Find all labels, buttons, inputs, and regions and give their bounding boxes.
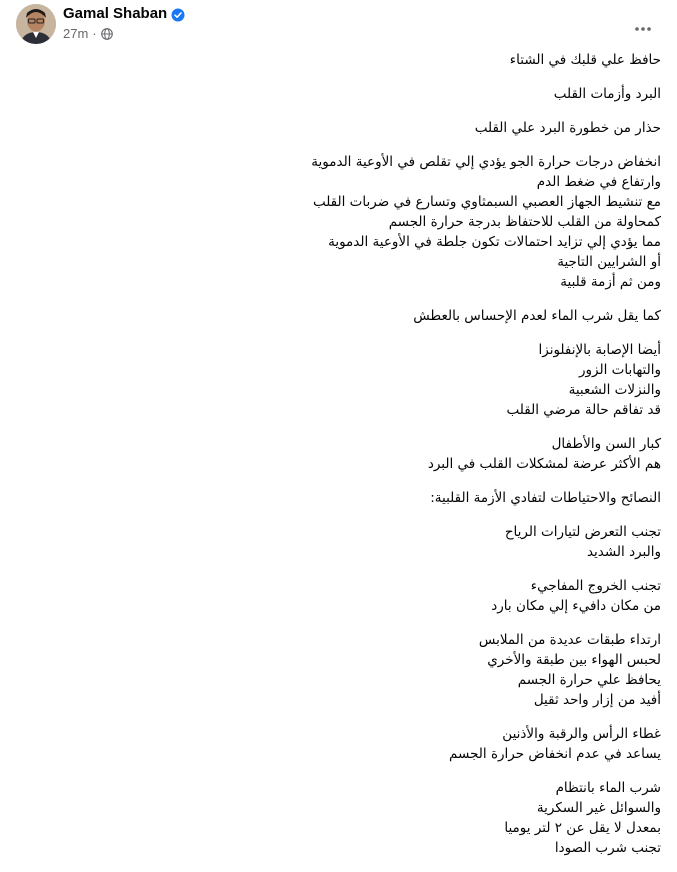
post-text-line: وارتفاع في ضغط الدم: [536, 174, 661, 190]
post-text-line: يساعد في عدم انخفاض حرارة الجسم: [449, 746, 661, 762]
post-text-line: والتهابات الزور: [578, 362, 661, 378]
post-text-line: لحبس الهواء بين طبقة والأخري: [487, 652, 661, 668]
post-text-line: ارتداء طبقات عديدة من الملابس: [478, 632, 661, 648]
post-text-line: قد تفاقم حالة مرضي القلب: [506, 402, 661, 418]
post-timestamp[interactable]: 27m: [63, 26, 89, 41]
post-text-line: حافظ علي قلبك في الشتاء: [509, 52, 661, 68]
post-paragraph: [16, 152, 661, 292]
post-text-line: كما يقل شرب الماء لعدم الإحساس بالعطش: [413, 308, 661, 324]
post-paragraph: [16, 522, 661, 562]
post-body: [16, 50, 661, 872]
post-text-line: يحافظ علي حرارة الجسم: [517, 672, 661, 688]
post-text-line: والسوائل غير السكرية: [536, 800, 661, 816]
post-text-line: تجنب التعرض لتيارات الرياح: [504, 524, 661, 540]
post-text-line: غطاء الرأس والرقبة والأذنين: [502, 726, 661, 742]
author-name[interactable]: Gamal Shaban: [63, 5, 168, 22]
globe-icon[interactable]: [101, 28, 113, 40]
meta-separator: ·: [92, 26, 97, 41]
post-text-line: والبرد الشديد: [586, 544, 661, 560]
post-text-line: مما يؤدي إلي تزايد احتمالات تكون جلطة في الأوعية الدموية: [328, 234, 661, 250]
post-text-line: من مكان دافيء إلي مكان بارد: [491, 598, 661, 614]
post-text-line: هم الأكثر عرضة لمشكلات القلب في البرد: [427, 456, 661, 472]
post-text-line: أو الشرايين التاجية: [557, 254, 661, 270]
post-paragraph: [16, 434, 661, 474]
post-text-line: شرب الماء بانتظام: [555, 780, 661, 796]
post-paragraph: [16, 630, 661, 710]
post-paragraph: [16, 50, 661, 70]
post-text-line: كبار السن والأطفال: [551, 436, 661, 452]
post-paragraph: [16, 488, 661, 508]
more-options-icon: [635, 12, 651, 36]
post-text-line: أفيد من إزار واحد ثقيل: [533, 692, 661, 708]
post-paragraph: [16, 306, 661, 326]
post-text-line: النصائح والاحتياطات لتفادي الأزمة القلبية:: [430, 490, 661, 506]
author-avatar[interactable]: [16, 4, 56, 44]
post-paragraph: [16, 724, 661, 764]
post-text-line: تجنب شرب الصودا: [554, 840, 661, 856]
post-text-line: كمحاولة من القلب للاحتفاظ بدرجة حرارة الجسم: [388, 214, 661, 230]
post-text-line: ومن ثم أزمة قلبية: [560, 274, 661, 290]
post-text-line: حذار من خطورة البرد علي القلب: [474, 120, 661, 136]
post-text-line: انخفاض درجات حرارة الجو يؤدي إلي تقلص في الأوعية الدموية: [311, 154, 661, 170]
post-paragraph: [16, 340, 661, 420]
author-info: [63, 5, 185, 41]
post-header: [16, 4, 661, 44]
verified-badge-icon: [171, 7, 185, 21]
post-paragraph: [16, 118, 661, 138]
post-text-line: البرد وأزمات القلب: [553, 86, 661, 102]
post-paragraph: [16, 778, 661, 858]
post-text-line: بمعدل لا يقل عن ٢ لتر يوميا: [504, 820, 661, 836]
post-paragraph: [16, 84, 661, 104]
avatar-portrait-icon: [16, 4, 56, 44]
post-paragraph: [16, 576, 661, 616]
more-options-button[interactable]: [629, 10, 657, 38]
post-text-line: مع تنشيط الجهاز العصبي السبمثاوي وتسارع في ضربات القلب: [312, 194, 661, 210]
post-text-line: والنزلات الشعبية: [568, 382, 661, 398]
post-text-line: تجنب الخروج المفاجيء: [530, 578, 661, 594]
post-text-line: أيضا الإصابة بالإنفلونزا: [538, 342, 661, 358]
